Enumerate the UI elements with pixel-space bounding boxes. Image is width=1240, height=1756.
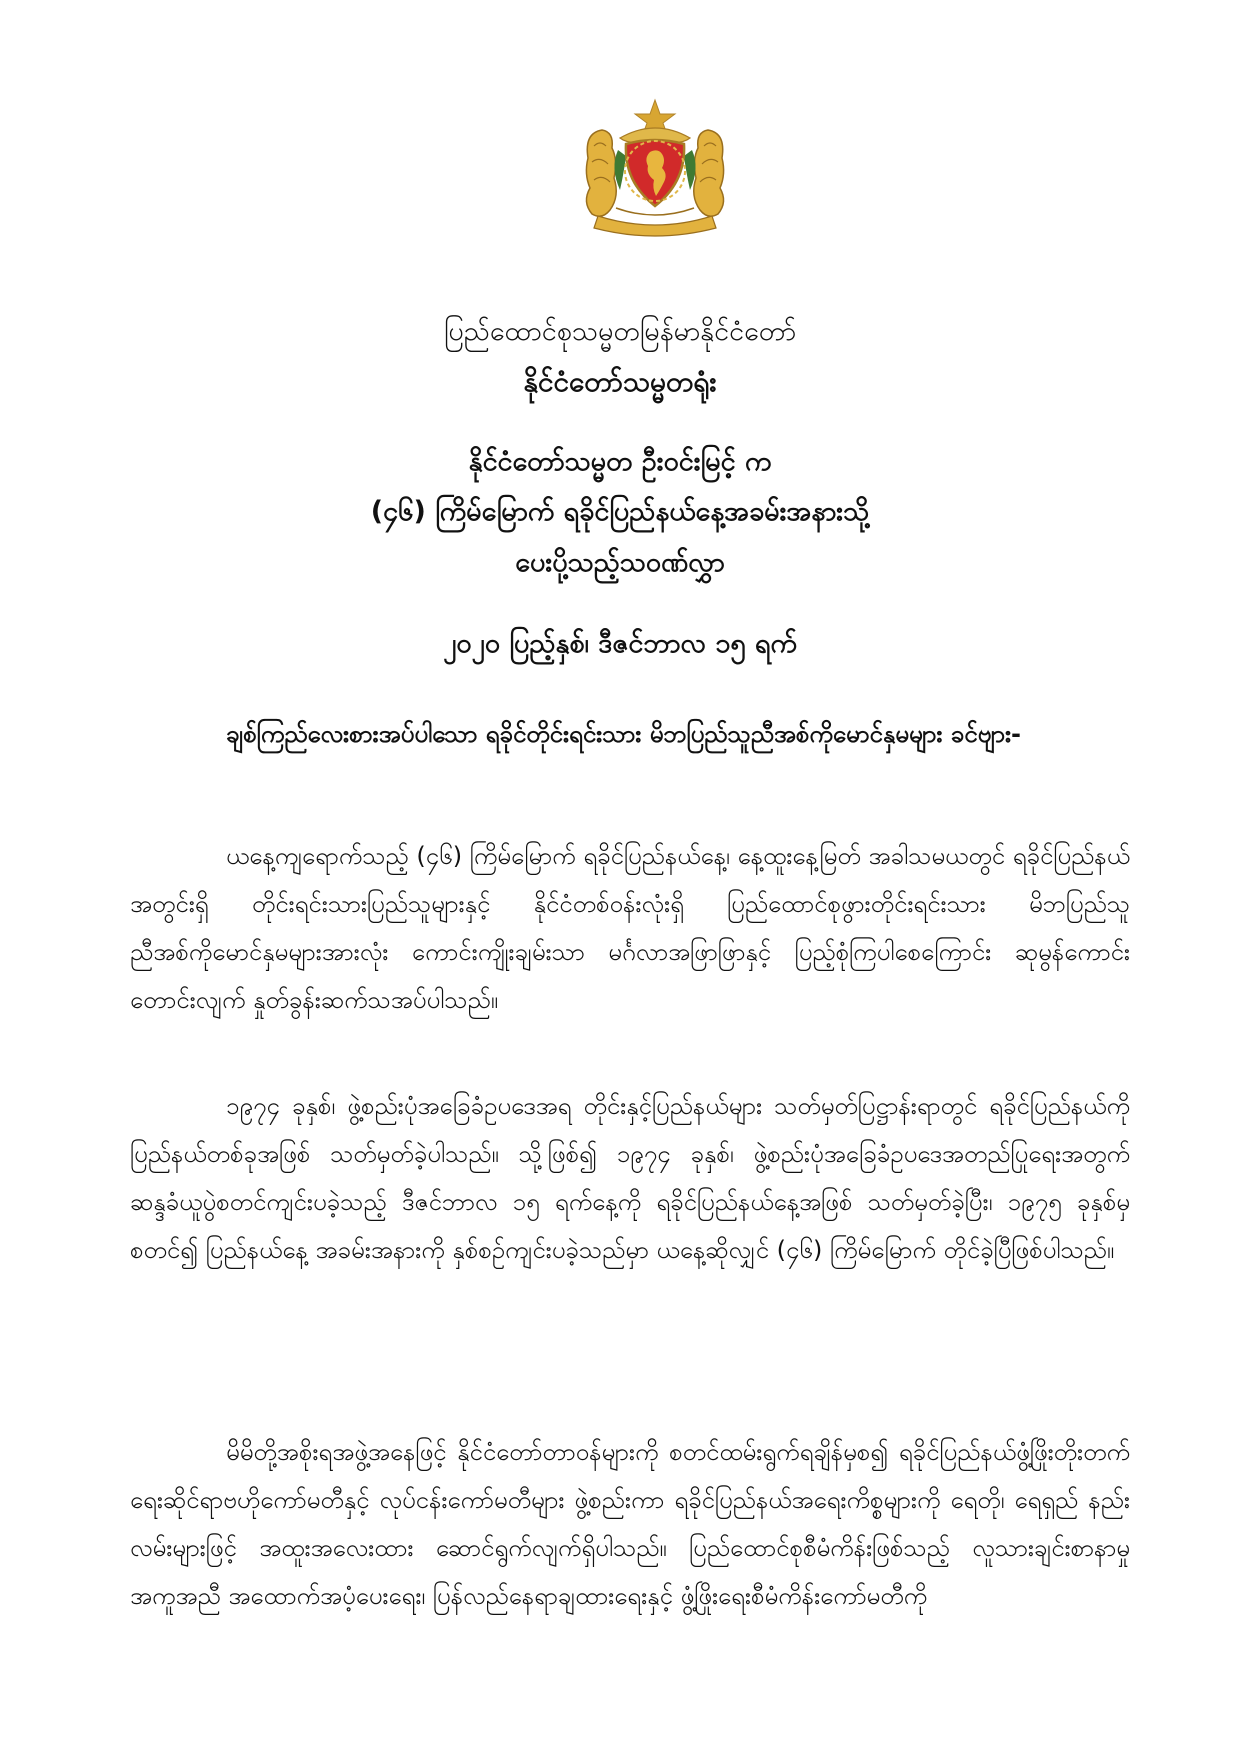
salutation: ချစ်ကြည်လေးစားအပ်ပါသော ရခိုင်တိုင်းရင်းသား မိဘပြည်သူညီအစ်ကိုမောင်နှမများ ခင်ဗျား- <box>226 720 1022 748</box>
state-seal-icon <box>580 98 730 243</box>
body-paragraph: ၁၉၇၄ ခုနှစ်၊ ဖွဲ့စည်းပုံအခြေခံဥပဒေအရ တိုင်းနှင့်ပြည်နယ်များ သတ်မှတ်ပြဋ္ဌာန်းရာတွင် ရခိုင်ပြည်နယ်ကို ပြည်နယ်တစ်ခုအဖြစ် သတ်မှတ်ခဲ့ပါသည်။ သို့ဖြစ်၍ ၁၉၇၄ ခုနှစ်၊ ဖွဲ့စည်းပုံအခြေခံဥပဒေအတည်ပြုရေးအတွက် ဆန္ဒခံယူပွဲစတင်ကျင်းပခဲ့သည့် ဒီဇင်ဘာလ ၁၅ ရက်နေ့ကို ရခိုင်ပြည်နယ်နေ့အဖြစ် သတ်မှတ်ခဲ့ပြီး၊ ၁၉၇၅ ခုနှစ်မှစတင်၍ ပြည်နယ်နေ့ အခမ်းအနားကို နှစ်စဉ်ကျင်းပခဲ့သည်မှာ ယနေ့ဆိုလျှင် (၄၆) ကြိမ်မြောက် တိုင်ခဲ့ပြီဖြစ်ပါသည်။ <box>130 1092 1130 1264</box>
body-paragraph: မိမိတို့အစိုးရအဖွဲ့အနေဖြင့် နိုင်ငံတော်တာဝန်များကို စတင်ထမ်းရွက်ရချိန်မှစ၍ ရခိုင်ပြည်နယ်ဖွံ့ဖြိုးတိုးတက်ရေးဆိုင်ရာဗဟိုကော်မတီနှင့် လုပ်ငန်းကော်မတီများ ဖွဲ့စည်းကာ ရခိုင်ပြည်နယ်အရေးကိစ္စများကို ရေတို၊ ရေရှည် နည်းလမ်းများဖြင့် အထူးအလေးထား ဆောင်ရွက်လျက်ရှိပါသည်။ ပြည်ထောင်စုစီမံကိန်းဖြစ်သည့် လူသားချင်းစာနာမှုအကူအညီ အထောက်အပံ့ပေးရေး၊ ပြန်လည်နေရာချထားရေးနှင့် ဖွံ့ဖြိုးရေးစီမံကိန်းကော်မတီကို <box>130 1438 1130 1610</box>
office-name: နိုင်ငံတော်သမ္မတရုံး <box>523 365 717 398</box>
message-type-line: ပေးပို့သည့်သဝဏ်လွှာ <box>515 547 725 578</box>
occasion-line: (၄၆) ကြိမ်မြောက် ရခိုင်ပြည်နယ်နေ့အခမ်းအနားသို့ <box>370 496 870 527</box>
body-paragraph: ယနေ့ကျရောက်သည့် (၄၆) ကြိမ်မြောက် ရခိုင်ပြည်နယ်နေ့၊ နေ့ထူးနေ့မြတ် အခါသမယတွင် ရခိုင်ပြည်နယ်အတွင်းရှိ တိုင်းရင်းသားပြည်သူများနှင့် နိုင်ငံတစ်ဝန်းလုံးရှိ ပြည်ထောင်စုဖွား‌တိုင်းရင်းသား မိဘပြည်သူ ညီအစ်ကိုမောင်နှမများအားလုံး ကောင်းကျိုးချမ်းသာ မင်္ဂလာအဖြာဖြာနှင့် ပြည့်စုံကြပါစေကြောင်း ဆုမွန်ကောင်းတောင်းလျက် နှုတ်ခွန်းဆက်သအပ်ပါသည်။ <box>130 842 1130 1014</box>
date-line: ၂၀၂၀ ပြည့်နှစ်၊ ဒီဇင်ဘာလ ၁၅ ရက် <box>443 628 797 659</box>
state-name: ပြည်ထောင်စုသမ္မတမြန်မာနိုင်ငံတော် <box>443 316 797 347</box>
sender-line: နိုင်ငံတော်သမ္မတ ဦးဝင်းမြင့် က <box>468 446 772 477</box>
